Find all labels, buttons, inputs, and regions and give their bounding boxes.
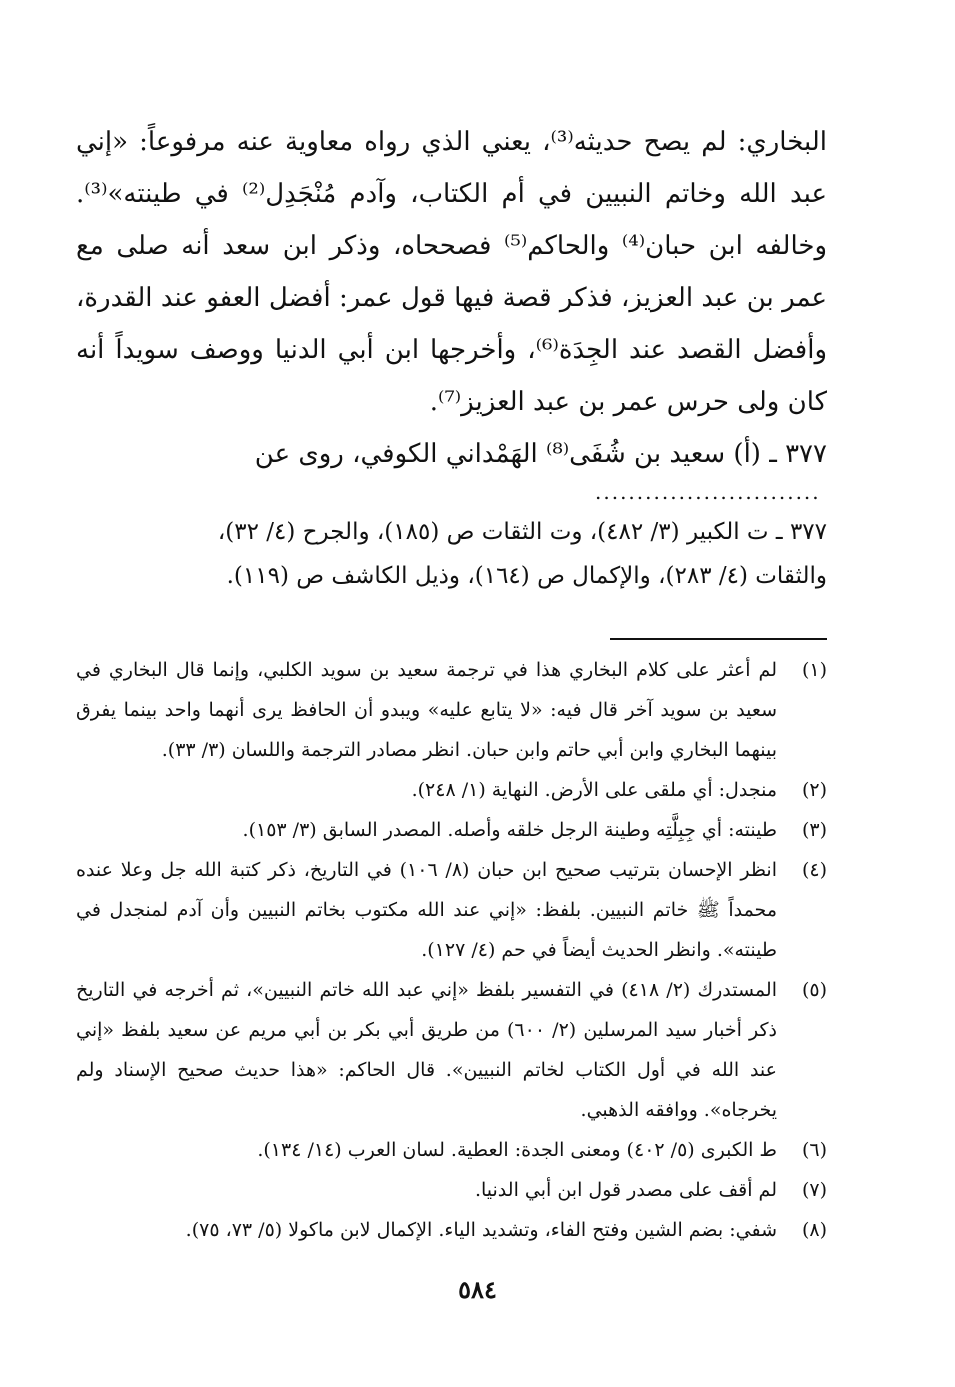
- footnote-separator: [610, 638, 827, 640]
- main-text: [76, 116, 827, 480]
- footnote-number: (٥): [801, 979, 827, 1001]
- footnote-item: [76, 770, 827, 810]
- footnote-text: ط الكبرى (٥/ ٤٠٢) ومعنى الجدة: العطية. لسان العرب (١٤/ ١٣٤).: [257, 1139, 777, 1161]
- footnote-number: (٨): [801, 1219, 827, 1241]
- footnote-text: المستدرك (٢/ ٤١٨) في التفسير بلفظ «إني عبد الله خاتم النبيين»، ثم أخرجه في التاريخ ذكر أخبار سيد المرسلين (٢/ ٦٠٠) من طريق أبي بكر بن أبي مريم عن سعيد بلفظ «إني عند الله في أول الكتاب لخاتم النبيين». قال الحاكم: «هذا حديث صحيح الإسناد ولم يخرجاه». ووافقه الذهبي.: [76, 979, 777, 1121]
- footnote-item: [76, 1130, 827, 1170]
- main-paragraph: البخاري: لم يصح حديثه⁽³⁾، يعني الذي رواه معاوية عنه مرفوعاً: «إني عبد الله وخاتم النبيين في أم الكتاب، وآدم مُنْجَدِل⁽²⁾ في طينته»⁽³⁾. وخالفه ابن حبان⁽⁴⁾ والحاكم⁽⁵⁾ فصححاه، وذكر ابن سعد أنه صلى مع عمر بن عبد العزيز، فذكر قصة فيها قول عمر: أفضل العفو عند القدرة، وأفضل القصد عند الجِدَة⁽⁶⁾، وأخرجها ابن أبي الدنيا ووصف سويداً أنه كان ولى حرس عمر بن عبد العزيز⁽⁷⁾.: [76, 127, 828, 417]
- footnote-number: (٧): [801, 1179, 827, 1201]
- biography-entry-heading: ٣٧٧ ـ (أ) سعيد بن شُفَى⁽⁸⁾ الهَمْداني الكوفي، روى عن: [254, 439, 827, 469]
- footnote-text: لم أعثر على كلام البخاري هذا في ترجمة سعيد بن سويد الكلبي، وإنما قال البخاري في سعيد بن سويد آخر قال فيه: «لا يتابع عليه» ويبدو أن الحافظ يرى أنهما واحد بينما يفرق بينهما البخاري وابن أبي حاتم وابن حبان. انظر مصادر الترجمة واللسان (٣/ ٣٣).: [76, 659, 777, 761]
- footnote-text: انظر الإحسان بترتيب صحيح ابن حبان (٨/ ١٠٦) في التاريخ، ذكر كتبة الله جل وعلا عنده محمداً ﷺ خاتم النبيين. بلفظ: «إني عند الله مكتوب بخاتم النبيين وأن آدم لمنجدل في طينته». وانظر الحديث أيضاً في حم (٤/ ١٢٧).: [76, 859, 777, 961]
- footnote-text: شفي: بضم الشين وفتح الفاء، وتشديد الياء. الإكمال لابن ماكولا (٥/ ٧٣، ٧٥).: [185, 1219, 777, 1241]
- footnote-text: منجدل: أي ملقى على الأرض. النهاية (١/ ٢٤٨).: [411, 779, 777, 801]
- footnote-item: [76, 1210, 827, 1250]
- footnote-item: [76, 810, 827, 850]
- footnote-text: طينته: أي جِبِلَّتِه وطينة الرجل خلقه وأصله. المصدر السابق (٣/ ١٥٣).: [242, 819, 777, 841]
- footnotes: [76, 650, 827, 1250]
- footnote-number: (٣): [801, 819, 827, 841]
- footnote-number: (٤): [801, 859, 827, 881]
- footnote-item: [76, 650, 827, 770]
- footnote-number: (٢): [801, 779, 827, 801]
- references-line: ٣٧٧ ـ ت الكبير (٣/ ٤٨٢)، وت الثقات ص (١٨٥)، والجرح (٤/ ٣٢)،: [217, 519, 827, 545]
- footnote-item: [76, 1170, 827, 1210]
- footnote-item: [76, 850, 827, 970]
- references-block: [76, 510, 827, 598]
- references-line: والثقات (٤/ ٢٨٣)، والإكمال ص (١٦٤)، وذيل الكاشف ص (١١٩).: [226, 563, 827, 589]
- continuation-dots: ...........................: [595, 480, 821, 504]
- footnote-number: (٦): [801, 1139, 827, 1161]
- page-number: ٥٨٤: [458, 1275, 497, 1304]
- footnote-number: (١): [801, 659, 827, 681]
- footnote-text: لم أقف على مصدر قول ابن أبي الدنيا.: [474, 1179, 777, 1201]
- footnote-item: [76, 970, 827, 1130]
